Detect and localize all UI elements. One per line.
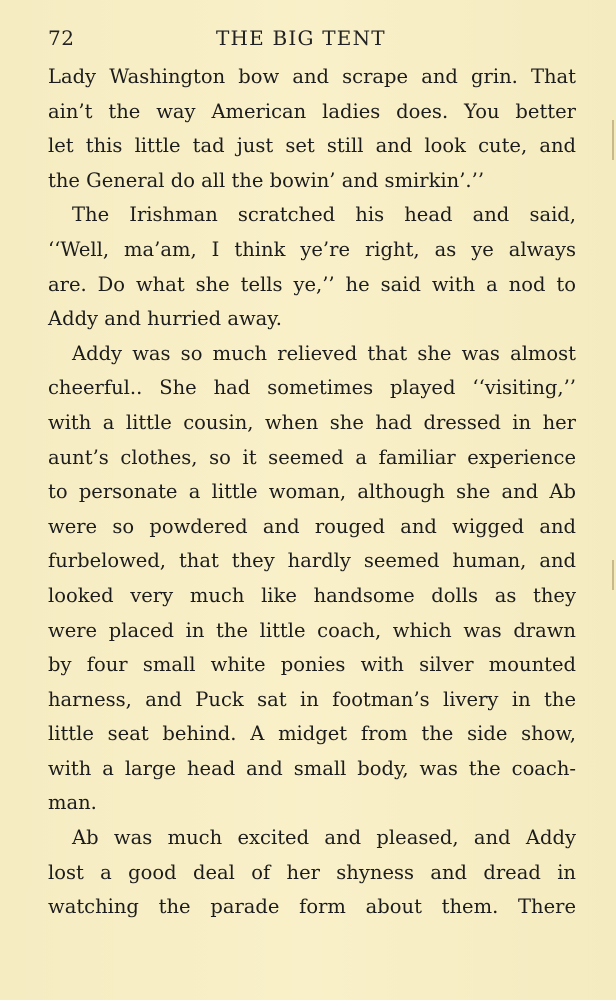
text-line: let this little tad just set still and look cute, and [48, 134, 576, 158]
text-line: harness, and Puck sat in footman’s livery in the [48, 687, 576, 711]
text-line: Ab was much excited and pleased, and Addy [72, 826, 576, 850]
text-line: lost a good deal of her shyness and dread in [48, 860, 576, 884]
page-edge-mark [612, 120, 614, 160]
text-line: watching the parade form about them. There [48, 895, 576, 919]
page-edge-mark [612, 560, 614, 590]
text-line: aunt’s clothes, so it seemed a familiar experience [48, 445, 576, 469]
text-line: Addy and hurried away. [48, 307, 282, 331]
text-line: cheerful.. She had sometimes played ‘‘visiting,’’ [48, 376, 576, 400]
text-line: were placed in the little coach, which was drawn [48, 618, 576, 642]
text-line: with a little cousin, when she had dressed in her [48, 410, 576, 434]
text-line: The Irishman scratched his head and said, [72, 203, 576, 227]
text-line: were so powdered and rouged and wigged and [48, 514, 576, 538]
text-line: Lady Washington bow and scrape and grin. That [48, 65, 576, 88]
text-line: the General do all the bowin’ and smirkin’.’’ [48, 168, 485, 192]
text-line: with a large head and small body, was the coach- [48, 756, 576, 780]
text-line: ‘‘Well, ma’am, I think ye’re right, as ye always [48, 237, 576, 261]
text-line: furbelowed, that they hardly seemed human, and [48, 549, 576, 573]
text-line: Addy was so much relieved that she was almost [72, 341, 576, 365]
text-line: are. Do what she tells ye,’’ he said with a nod to [48, 272, 576, 296]
text-line: looked very much like handsome dolls as they [48, 583, 576, 607]
text-line: ain’t the way American ladies does. You better [48, 99, 576, 123]
running-head: THE BIG TENT [216, 26, 386, 50]
text-line: man. [48, 791, 97, 815]
page-number: 72 [48, 26, 75, 50]
text-line: by four small white ponies with silver mounted [48, 653, 576, 677]
page-header [48, 24, 576, 56]
text-line: little seat behind. A midget from the side show, [48, 722, 576, 746]
body-text [48, 60, 576, 925]
text-line: to personate a little woman, although she and Ab [48, 480, 576, 504]
